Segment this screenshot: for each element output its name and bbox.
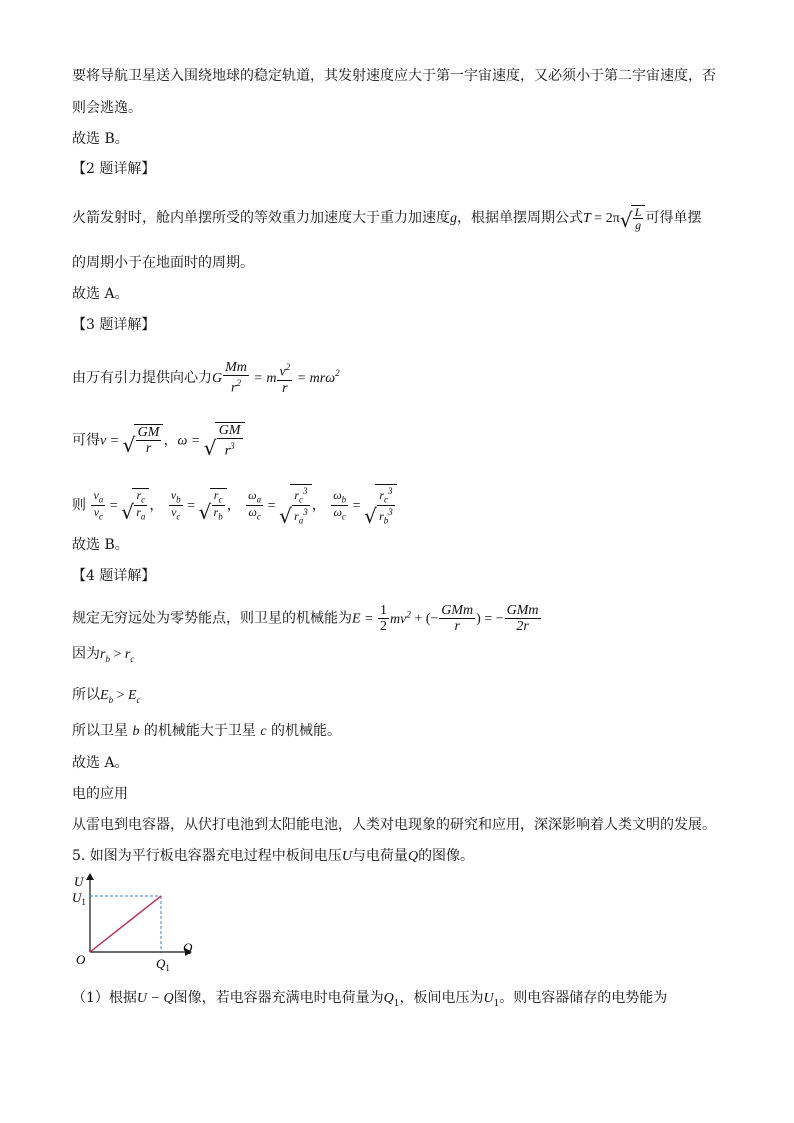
axis-label-q: Q xyxy=(183,940,193,955)
answer-line: 故选 A。 xyxy=(72,286,129,302)
q5-part1: （1）根据U − Q图像，若电容器充满电时电荷量为$Q_1$，板间电压为$U_1$。则电容器储存的电势能为 xyxy=(72,990,668,1009)
para-line: 要将导航卫星送入围绕地球的稳定轨道，其发射速度应大于第一宇宙速度，又必须小于第二宇宙速度，否 xyxy=(72,68,716,84)
q4-energy-line: 规定无穷远处为零势能点，则卫星的机械能为E = $\frac{1}{2}$ $mv^2$ + (− $\frac{\text{GMm}}{r}$ ) = − $\frac{\text{GMm}}{2r}$ xyxy=(72,603,539,634)
answer-line: 故选 A。 xyxy=(72,755,129,771)
axis-label-u: U xyxy=(74,874,84,889)
section-heading-3: 【3 题详解】 xyxy=(72,317,156,333)
section-heading-4: 【4 题详解】 xyxy=(72,568,156,584)
answer-line: 故选 B。 xyxy=(72,131,129,147)
u1-label: $U_1$ xyxy=(72,890,86,907)
q3-ratio-line: 则 $\frac{v_a}{v_c}$ = √ $\frac{r_c}{r_a}$ ， $\frac{v_b}{v_c}$ = √ $\frac{r_c}{r_b}$ ， $\frac{\omega_a}{\omega_c}$ = √ $\frac{r_c^3}{r_a^3}$ ， $\frac{\omega_b}{\omega_c}$ = √ $\frac{r_c^3}{r_b^3}$ xyxy=(72,484,397,527)
q3-formula-line: 由万有引力提供向心力G $\frac{Mm}{r^2}$ = m $\frac{v^2}{r}$ = mrω$^2$ xyxy=(72,360,340,396)
q3-velocity-line: 可得v = √ $\frac{GM}{r}$ ，ω = √ $\frac{GM}{r^3}$ xyxy=(72,422,245,459)
section-title: 电的应用 xyxy=(72,786,128,802)
q4-because-line: 因为$r_b > r_c$ xyxy=(72,646,135,664)
section-heading-2: 【2 题详解】 xyxy=(72,161,156,177)
q5-stem: 5. 如图为平行板电容器充电过程中板间电压U与电荷量Q的图像。 xyxy=(72,848,475,864)
q2-explanation-line: 火箭发射时，舱内单摆所受的等效重力加速度大于重力加速度g，根据单摆周期公式T = 2π √ $\frac{L}{g}$ 可得单摆 xyxy=(72,205,701,231)
u-q-line xyxy=(90,896,161,952)
para-line: 则会逃逸。 xyxy=(72,100,142,116)
origin-label: O xyxy=(76,952,86,967)
sqrt-formula: √ $\frac{L}{g}$ xyxy=(620,205,646,231)
q4-therefore-line: 所以$E_b > E_c$ xyxy=(72,687,141,705)
q4-conclusion-line: 所以卫星 b 的机械能大于卫星 c 的机械能。 xyxy=(72,723,342,739)
para-line: 的周期小于在地面时的周期。 xyxy=(72,255,254,271)
q1-label: $Q_1$ xyxy=(156,956,170,972)
answer-line: 故选 B。 xyxy=(72,537,129,553)
u-q-graph xyxy=(70,872,200,972)
section-description: 从雷电到电容器，从伏打电池到太阳能电池，人类对电现象的研究和应用，深深影响着人类文明的发展。 xyxy=(72,817,716,833)
